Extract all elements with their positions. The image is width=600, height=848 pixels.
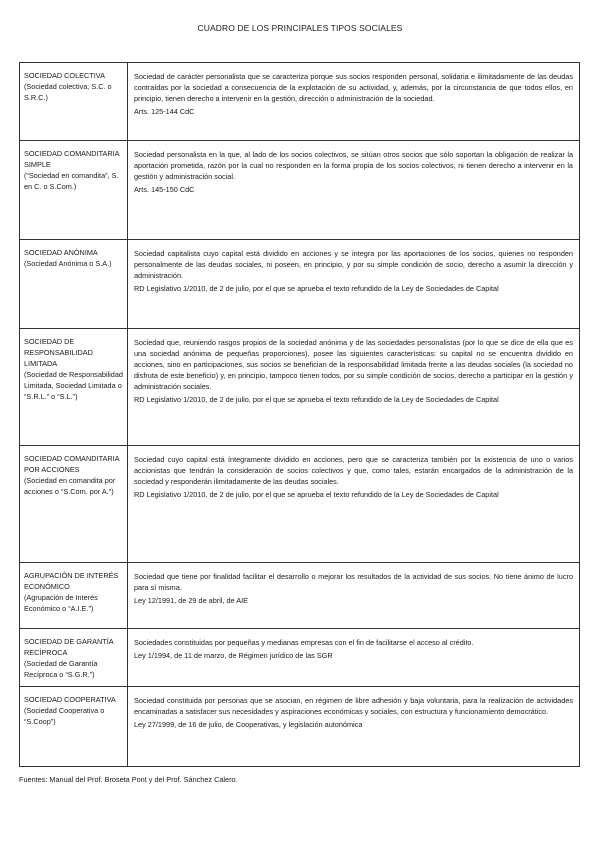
table-row [20, 63, 580, 141]
type-name-cell [20, 141, 128, 240]
type-legal-reference: Ley 1/1994, de 11 de marzo, de Régimen jurídico de las SGR [134, 651, 333, 660]
sources-footnote: Fuentes: Manual del Prof. Broseta Pont y del Prof. Sánchez Calero. [19, 775, 238, 784]
type-name: SOCIEDAD DE RESPONSABILIDAD LIMITADA [24, 337, 93, 368]
type-description: Sociedad que tiene por finalidad facilitar el desarrollo o mejorar los resultados de la actividad de sus socios. No tiene ánimo de lucro para sí misma. [134, 572, 573, 592]
type-name-cell [20, 629, 128, 687]
type-name: AGRUPACIÓN DE INTERÉS ECONÓMICO [24, 571, 119, 591]
table-row [20, 629, 580, 687]
type-description-cell [128, 446, 580, 563]
type-name-cell [20, 687, 128, 767]
type-name: SOCIEDAD COMANDITARIA POR ACCIONES [24, 454, 120, 474]
type-description: Sociedad constituida por personas que se asocian, en régimen de libre adhesión y baja voluntaria, para la realización de actividades encaminadas a satisfacer sus necesidades y aspiraciones económicas y sociales, con estructura y funcionamiento democrático. [134, 696, 573, 716]
table-row [20, 329, 580, 446]
type-alias: (Sociedad Cooperativa o “S.Coop”) [24, 706, 105, 726]
type-name-cell [20, 63, 128, 141]
type-alias: (Sociedad de Garantía Recíproca o “S.G.R.”) [24, 659, 98, 679]
type-name: SOCIEDAD DE GARANTÍA RECÍPROCA [24, 637, 114, 657]
type-legal-reference: RD Legislativo 1/2010, de 2 de julio, por el que se aprueba el texto refundido de la Ley de Sociedades de Capital [134, 395, 499, 404]
type-description: Sociedades constituidas por pequeñas y medianas empresas con el fin de facilitarse el acceso al crédito. [134, 638, 474, 647]
type-description-cell [128, 141, 580, 240]
type-description: Sociedad de carácter personalista que se caracteriza porque sus socios responden personal, solidaria e ilimitadamente de las deudas contraídas por la sociedad a consecuencia de la explotación de su actividad, y, además, por la circunstancia de que todos ellos, en principio, tienen derecho a intervenir en la gestión, dirección o administración de la sociedad. [134, 72, 573, 103]
type-description: Sociedad capitalista cuyo capital está dividido en acciones y se integra por las aportaciones de los socios, quienes no responden personalmente de las deudas sociales, ni poseen, en principio, y por su simple condición de socio, derecho a asumir la dirección y administración. [134, 249, 573, 280]
type-description-cell [128, 687, 580, 767]
type-legal-reference: Arts. 145-150 CdC [134, 185, 195, 194]
company-types-table [19, 62, 580, 767]
type-legal-reference: RD Legislativo 1/2010, de 2 de julio, por el que se aprueba el texto refundido de la Ley de Sociedades de Capital [134, 284, 499, 293]
type-alias: (Sociedad Anónima o S.A.) [24, 259, 112, 268]
type-description-cell [128, 629, 580, 687]
type-name-cell [20, 240, 128, 329]
table-row [20, 687, 580, 767]
type-legal-reference: Ley 12/1991, de 29 de abril, de AIE [134, 596, 248, 605]
table-row [20, 446, 580, 563]
type-name: SOCIEDAD COLECTIVA [24, 71, 105, 80]
type-description: Sociedad que, reuniendo rasgos propios de la sociedad anónima y de las sociedades personalistas (por lo que se dice de ella que es una sociedad anónima de pequeñas proporciones), posee las siguientes características: su capital no se encuentra dividido en acciones, sino en participaciones, sus socios se benefician de la responsabilidad limitada frente a las deudas sociales (la sociedad no disfruta de este beneficio) y, en principio, tampoco tienen todos, por su simple condición de socios, derecho a participar en la gestión y administración sociales. [134, 338, 573, 391]
table-row [20, 240, 580, 329]
type-description: Sociedad personalista en la que, al lado de los socios colectivos, se sitúan otros socios que sólo soportan la obligación de realizar la aportación prometida, razón por la cual no responden en la forma propia de los socios colectivos, ni tienen derecho a intervenir en la gestión y administración social. [134, 150, 573, 181]
type-name: SOCIEDAD COOPERATIVA [24, 695, 116, 704]
type-name: SOCIEDAD ANÓNIMA [24, 248, 98, 257]
table-row [20, 141, 580, 240]
type-alias: (Agrupación de Interés Económico o “A.I.E.”) [24, 593, 98, 613]
type-description-cell [128, 329, 580, 446]
type-alias: (“Sociedad en comandita”, S. en C. o S.Com.) [24, 171, 119, 191]
type-alias: (Sociedad colectiva, S.C. o S.R.C.) [24, 82, 112, 102]
type-description-cell [128, 63, 580, 141]
type-legal-reference: RD Legislativo 1/2010, de 2 de julio, por el que se aprueba el texto refundido de la Ley de Sociedades de Capital [134, 490, 499, 499]
type-name-cell [20, 446, 128, 563]
type-name-cell [20, 329, 128, 446]
type-name-cell [20, 563, 128, 629]
table-row [20, 563, 580, 629]
page-title: CUADRO DE LOS PRINCIPALES TIPOS SOCIALES [197, 23, 403, 33]
type-alias: (Sociedad en comandita por acciones o “S.Com. por A.”) [24, 476, 116, 496]
type-alias: (Sociedad de Responsabilidad Limitada, Sociedad Limitada o “S.R.L.” o “S.L.”) [24, 370, 123, 401]
type-name: SOCIEDAD COMANDITARIA SIMPLE [24, 149, 120, 169]
type-legal-reference: Ley 27/1999, de 16 de julio, de Cooperativas, y legislación autonómica [134, 720, 363, 729]
type-legal-reference: Arts. 125-144 CdC [134, 107, 195, 116]
type-description: Sociedad cuyo capital está íntegramente dividido en acciones, pero que se caracteriza también por la existencia de uno o varios accionistas que tendrán la consideración de socios colectivos y que, como tales, estarán encargados de la administración de la sociedad y responderán ilimitadamente de las deudas sociales. [134, 455, 573, 486]
type-description-cell [128, 240, 580, 329]
type-description-cell [128, 563, 580, 629]
